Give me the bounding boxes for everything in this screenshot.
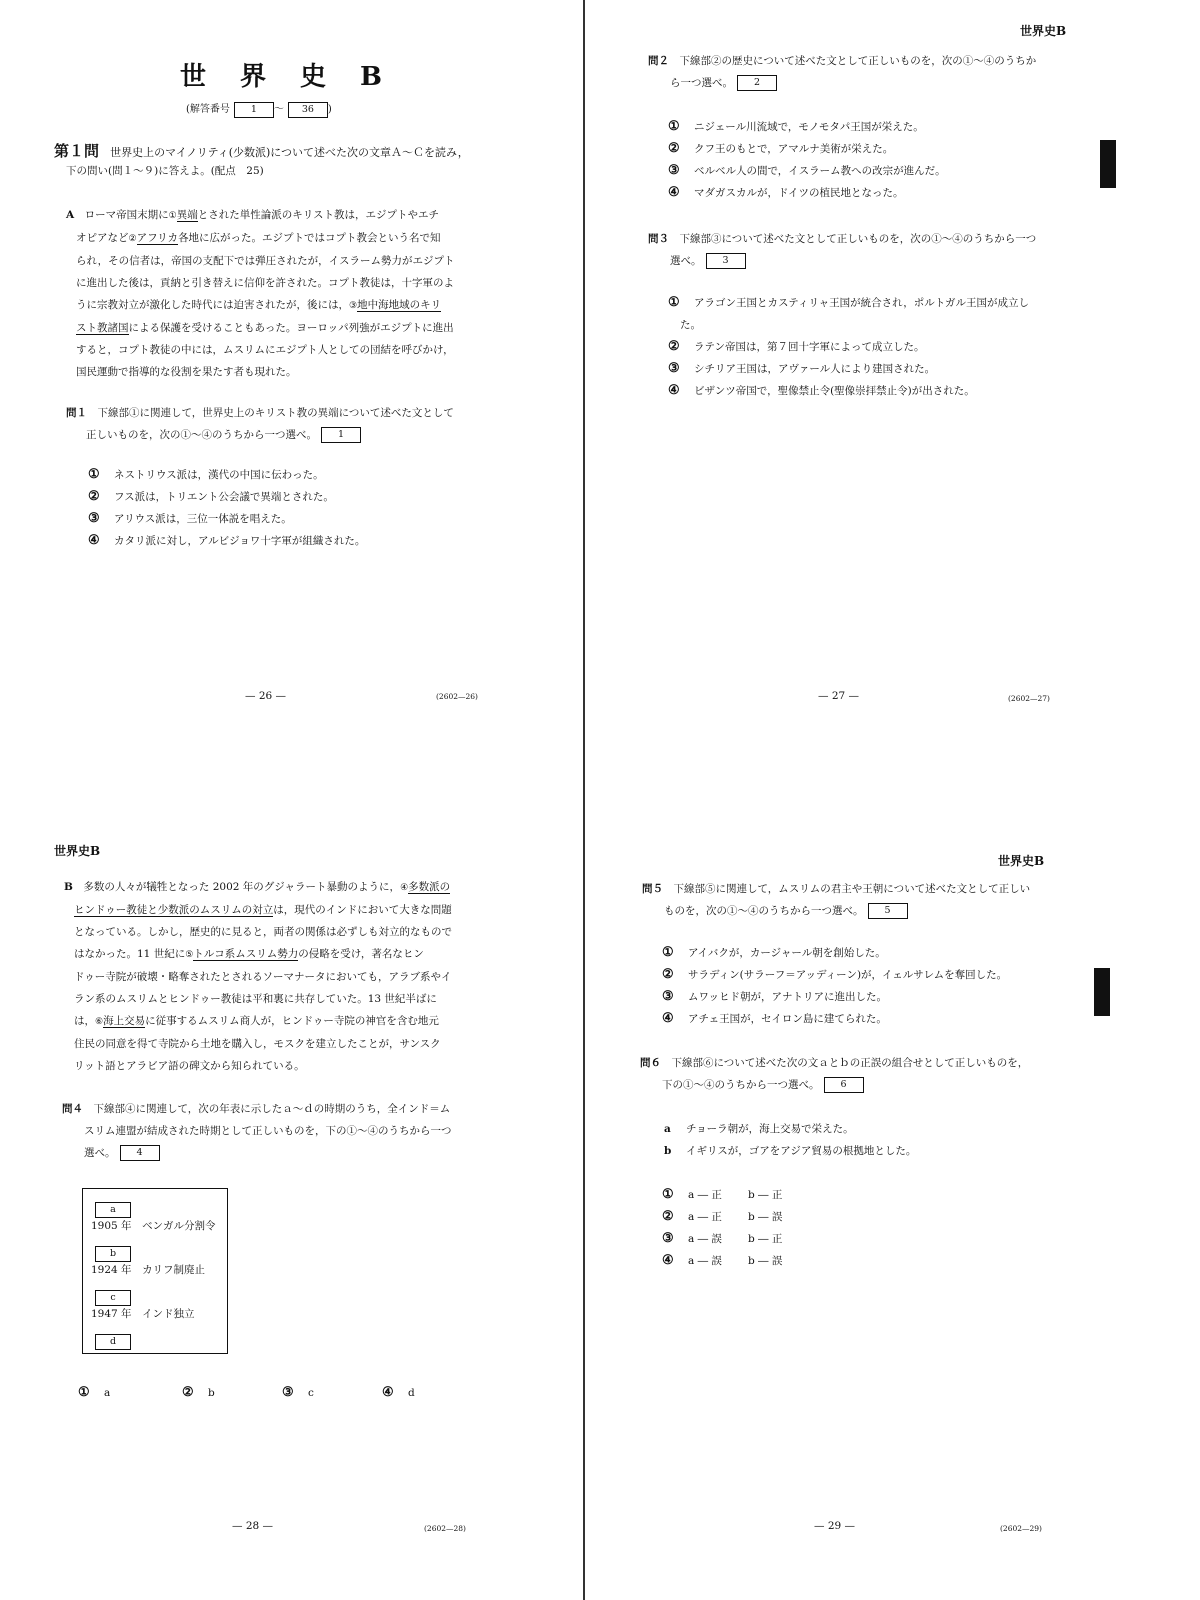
page-26: [0, 0, 600, 800]
q5-choices: [662, 942, 1007, 1030]
answer-box-to: 36: [288, 102, 328, 118]
exam-title: 世 界 史 B: [180, 62, 386, 92]
answer-box-6: 6: [824, 1077, 864, 1093]
page-code: (2602—26): [436, 692, 478, 701]
choice-row: ④ a ― 誤 b ― 誤: [662, 1253, 783, 1268]
choice-row: ③ シチリア王国は，アヴァール人により建国された。: [668, 361, 936, 376]
choice-row: ① a ― 正 b ― 正: [662, 1187, 783, 1202]
answer-box-5: 5: [868, 903, 908, 919]
question-2: 問２ 下線部②の歴史について述べた文として正しいものを，次の①～④のうちか ら一つ選べ。 2: [648, 55, 1037, 89]
choice-row: ③ ムワッヒド朝が，アナトリアに進出した。: [662, 989, 887, 1004]
statement-row: b イギリスが，ゴアをアジア貿易の根拠地とした。: [664, 1145, 917, 1157]
choice-row: ② フス派は，トリエント公会議で異端とされた。: [88, 489, 334, 504]
running-head: 世界史B: [998, 854, 1045, 868]
q6-statements: [664, 1118, 916, 1162]
answer-box-3: 3: [706, 253, 746, 269]
page-number: — 28 —: [232, 1520, 274, 1532]
answer-box-4: 4: [120, 1145, 160, 1161]
page-29: [600, 800, 1200, 1600]
answer-box-1: 1: [321, 427, 361, 443]
thumb-index-mark: [1100, 140, 1116, 188]
choice-row: ③ ベルベル人の間で，イスラーム教への改宗が進んだ。: [668, 163, 946, 178]
statement-row: a チョーラ朝が，海上交易で栄えた。: [664, 1123, 854, 1135]
answer-box-from: 1: [234, 102, 274, 118]
choice-row: ① ネストリウス派は，漢代の中国に伝わった。: [88, 467, 324, 482]
choice-row: ④ ビザンツ帝国で，聖像禁止令(聖像崇拝禁止令)が出された。: [668, 383, 975, 398]
choice-row: ① アイバクが，カージャール朝を創始した。: [662, 945, 886, 960]
choice-row: ④ アチェ王国が，セイロン島に建てられた。: [662, 1011, 887, 1026]
choice-row: ③ アリウス派は，三位一体説を唱えた。: [88, 511, 292, 526]
period-box: c: [95, 1290, 131, 1306]
question-1: 問１ 下線部①に関連して，世界史上のキリスト教の異端について述べた文として 正しいものを，次の①～④のうちから一つ選べ。 1: [66, 407, 454, 441]
period-box: d: [95, 1334, 131, 1350]
q6-choices: [662, 1184, 782, 1272]
section-heading: 第１問 世界史上のマイノリティ(少数派)について述べた次の文章Ａ～Ｃを読み，: [54, 142, 469, 160]
answer-range: (解答番号 1 ～ 36 ): [186, 100, 332, 118]
page-28: [0, 800, 600, 1600]
page-number: — 29 —: [814, 1520, 856, 1532]
section-intro: 下の問い(問１～９)に答えよ。(配点 25): [66, 165, 264, 177]
answer-box-2: 2: [737, 75, 777, 91]
choice-row: ③ a ― 誤 b ― 正: [662, 1231, 783, 1246]
page-27: [600, 0, 1200, 800]
choice-row: ② クフ王のもとで，アマルナ美術が栄えた。: [668, 141, 894, 156]
q3-choices: ① アラゴン王国とカスティリャ王国が統合され，ポルトガル王国が成立し た。 ② ラテン帝国は，第７回十字軍によって成立した。 ③ シチリア王国は，アヴァール人により建国された。 ④ ビザンツ帝国で，聖像禁止令(聖像崇拝禁止令)が出された。: [668, 292, 1029, 402]
choice-row: ④ マダガスカルが，ドイツの植民地となった。: [668, 185, 904, 200]
page-number: — 27 —: [818, 690, 860, 702]
page-number: — 26 —: [245, 690, 287, 702]
choice-row: ① アラゴン王国とカスティリャ王国が統合され，ポルトガル王国が成立し: [668, 295, 1029, 310]
question-4: 問４ 下線部④に関連して，次の年表に示したａ～ｄの時期のうち，全インド＝ム スリム連盟が結成された時期として正しいものを，下の①～④のうちから一つ 選べ。 4: [62, 1103, 452, 1159]
page-code: (2602—27): [1008, 694, 1050, 703]
choice-row: ② a ― 正 b ― 誤: [662, 1209, 783, 1224]
question-3: 問３ 下線部③について述べた文として正しいものを，次の①～④のうちから一つ 選べ。 3: [648, 233, 1037, 267]
question-5: 問５ 下線部⑤に関連して，ムスリムの君主や王朝について述べた文として正しい ものを，次の①～④のうちから一つ選べ。 5: [642, 883, 1031, 917]
question-6: 問６ 下線部⑥について述べた次の文ａとｂの正誤の組合せとして正しいものを， 下の①～④のうちから一つ選べ。 6: [640, 1057, 1029, 1091]
choice-row: ④ d: [382, 1385, 415, 1400]
q2-choices: [668, 116, 946, 204]
choice-row: ① a: [78, 1385, 111, 1400]
choice-row: ② b: [182, 1385, 215, 1400]
choice-row: ④ カタリ派に対し，アルビジョワ十字軍が組織された。: [88, 533, 366, 548]
timeline-box: [82, 1188, 228, 1354]
passage-a: A ローマ帝国末期に①異端とされた単性論派のキリスト教は，エジプトやエチ オピアなど②アフリカ各地に広がった。エジプトではコプト教会という名で知 られ，その信者は，帝国の支配下では弾圧されたが，イスラーム勢力がエジプト に進出した後は，貢納と引き替えに信仰を許された。コプト教徒は，十字軍のよ うに宗教対立が激化した時代には迫害されたが，後には，③地中海地域のキリ スト教諸国による保護を受けることもあった。ヨーロッパ列強がエジプトに進出 すると，コプト教徒の中には，ムスリムにエジプト人としての団結を呼びかけ， 国民運動で指導的な役割を果たす者も現れた。: [66, 209, 455, 378]
choice-row: ③ c: [282, 1385, 314, 1400]
period-box: a: [95, 1202, 131, 1218]
period-box: b: [95, 1246, 131, 1262]
timeline-event: 1947 年 インド独立: [91, 1308, 195, 1320]
q1-choices: [88, 464, 365, 552]
timeline-event: 1905 年 ベンガル分割令: [91, 1220, 216, 1232]
running-head: 世界史B: [54, 844, 101, 858]
choice-row: ① ニジェール川流域で，モノモタパ王国が栄えた。: [668, 119, 924, 134]
thumb-index-mark: [1094, 968, 1110, 1016]
timeline-event: 1924 年 カリフ制廃止: [91, 1264, 206, 1276]
passage-b: B 多数の人々が犠牲となった 2002 年のグジャラート暴動のように，④多数派の ヒンドゥー教徒と少数派のムスリムの対立は，現代のインドにおいて大きな問題 となっている。しかし，歴史的に見ると，両者の関係は必ずしも対立的なもので はなかった。11 世紀に⑤トルコ系ムスリム勢力の侵略を受け，著名なヒン ドゥー寺院が破壊・略奪されたとされるソーマナータにおいても，アラブ系やイ ラン系のムスリムとヒンドゥー教徒は平和裏に共存していた。13 世紀半ばに は，⑥海上交易に従事するムスリム商人が，ヒンドゥー寺院の神官を含む地元 住民の同意を得て寺院から土地を購入し，モスクを建立したことが，サンスク リット語とアラビア語の碑文から知られている。: [64, 881, 452, 1072]
page-code: (2602—29): [1000, 1524, 1042, 1533]
choice-row: ② ラテン帝国は，第７回十字軍によって成立した。: [668, 339, 925, 354]
choice-row: ② サラディン(サラーフ＝アッディーン)が，イェルサレムを奪回した。: [662, 967, 1008, 982]
running-head: 世界史B: [1020, 24, 1067, 38]
page-code: (2602—28): [424, 1524, 466, 1533]
